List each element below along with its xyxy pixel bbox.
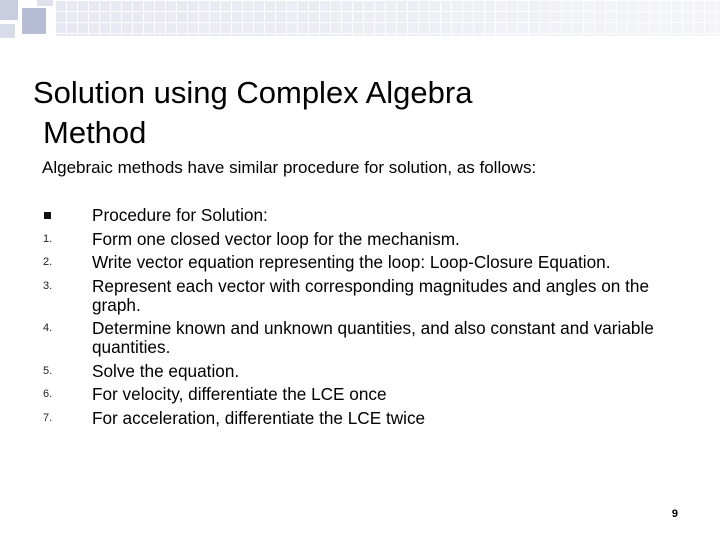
- decorative-header-band: [0, 0, 720, 46]
- list-item-text: Procedure for Solution:: [92, 205, 268, 225]
- list-item: [40, 230, 680, 249]
- list-item-text: For acceleration, differentiate the LCE twice: [92, 407, 426, 428]
- intro-text: Algebraic methods have similar procedure for solution, as follows:: [42, 158, 537, 177]
- list-item-number: 5.: [43, 364, 53, 377]
- decor-square: [37, 0, 53, 6]
- list-item: [40, 385, 680, 404]
- list-item: [40, 409, 680, 428]
- list-item: [40, 362, 680, 381]
- band-fade: [55, 0, 720, 36]
- list-item: [40, 253, 680, 272]
- list-item-number: 2.: [43, 256, 53, 268]
- page-number: 9: [671, 508, 678, 520]
- slide-title: [33, 73, 673, 153]
- list-item: [40, 277, 680, 315]
- list-item-text: Determine known and unknown quantities, and also constant and variable quantities.: [92, 318, 654, 357]
- list-item-text: Represent each vector with corresponding magnitudes and angles on the graph.: [92, 275, 650, 315]
- list-item-text: Write vector equation representing the loop: Loop-Closure Equation.: [92, 252, 611, 272]
- list-item: [40, 206, 680, 225]
- title-line-1: Solution using Complex Algebra: [33, 74, 473, 110]
- list-item-number: 4.: [43, 322, 53, 334]
- procedure-list: [40, 206, 680, 432]
- list-item-text: For velocity, differentiate the LCE once: [92, 384, 387, 404]
- list-item: [40, 319, 680, 357]
- list-item-number: 7.: [43, 411, 53, 424]
- decor-square: [0, 0, 18, 20]
- list-item-number: 6.: [43, 388, 53, 400]
- decor-square: [0, 24, 15, 38]
- list-item-number: 3.: [43, 279, 53, 292]
- list-item-number: 1.: [43, 232, 53, 245]
- list-item-text: Solve the equation.: [92, 360, 240, 381]
- decor-square: [22, 8, 46, 34]
- title-line-2: Method: [43, 114, 147, 150]
- list-item-text: Form one closed vector loop for the mechanism.: [92, 228, 460, 249]
- square-bullet-icon: [44, 212, 51, 219]
